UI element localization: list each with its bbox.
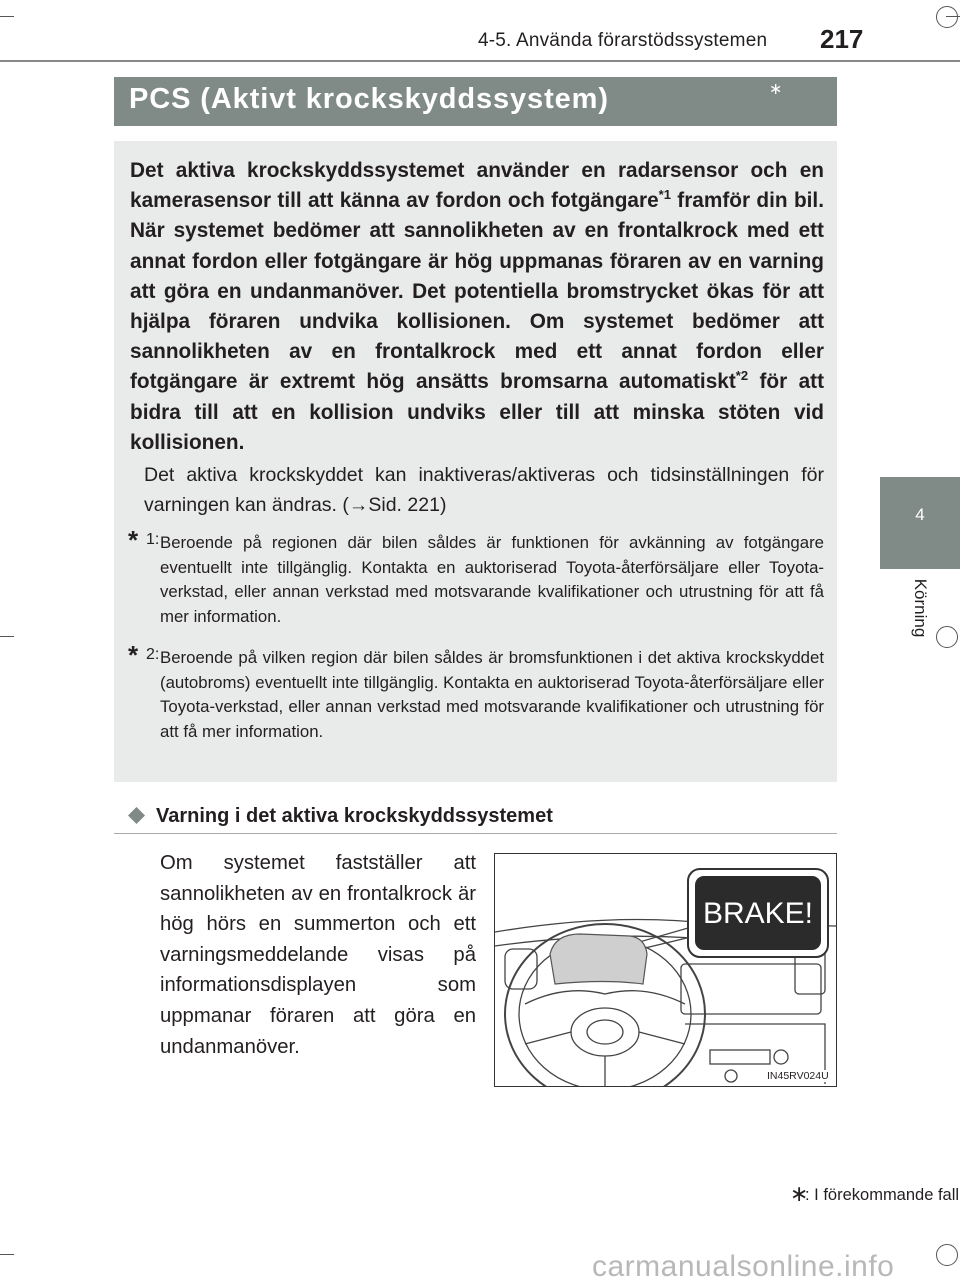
footnote-1: [128, 525, 824, 629]
crop-mark: [0, 1254, 14, 1255]
registration-mark: [936, 626, 958, 648]
figure-code: IN45RV024U: [767, 1070, 829, 1082]
title-asterisk: ∗: [769, 81, 783, 98]
intro-text-1: Det aktiva krockskyddssystemet använder en radarsensor och en kamerasensor till att känna av fordon och fotgängare: [130, 159, 824, 213]
section-title-bar: [114, 77, 837, 126]
subsection-body: Om systemet fastställer att sannolikheten av en frontalkrock är hög hörs en summerton och ett varningsmeddelande visas på informationsdisplayen som uppmanar föraren att göra en undanmanöver.: [160, 852, 476, 1058]
section-title: PCS (Aktivt krockskyddssystem): [129, 83, 609, 115]
footnote-number: 2:: [146, 646, 160, 663]
diamond-icon: [128, 807, 145, 824]
intro-text-2: framför din bil. När systemet bedömer att sannolikheten av en frontalkrock med ett annat fordon eller fotgängare är hög uppmanas föraren av en varning att göra en undanmanöver. Det potentiella bromstrycket ökas för att hjälpa föraren undvika kollisionen. Om systemet bedömer att sannolikheten av en frontalkrock med ett annat fordon eller fotgängare är extremt hög ansätts bromsarna automatiskt: [130, 189, 824, 394]
intro-box: [114, 141, 837, 782]
header-section-title: 4-5. Använda förarstödssystemen: [478, 30, 768, 51]
brake-warning-text: BRAKE!: [702, 897, 814, 930]
footnote-mark: *: [128, 525, 139, 555]
dashboard-illustration: [494, 853, 837, 1087]
page-header: [0, 0, 960, 62]
subsection-divider: [114, 833, 837, 834]
arrow-icon: →: [348, 493, 369, 516]
footnote-2: [128, 640, 824, 744]
registration-mark: [936, 1244, 958, 1266]
note-close: ): [439, 493, 447, 516]
chapter-label-wrapper: [905, 568, 935, 648]
subsection-heading: Varning i det aktiva krockskyddssystemet: [156, 805, 553, 827]
intro-paragraph: [130, 156, 824, 458]
note-text: Det aktiva krockskyddet kan inaktiveras/aktiveras och tidsinställningen för varningen kan ändras. (: [144, 464, 824, 516]
chapter-number: 4: [915, 505, 925, 524]
footnote-ref-2: *2: [735, 368, 749, 384]
page-number: 217: [820, 24, 864, 54]
note-paragraph: [144, 461, 824, 520]
page-reference-link[interactable]: Sid. 221: [368, 493, 440, 516]
crop-mark: [0, 636, 14, 637]
footnote-mark: *: [128, 640, 139, 670]
chapter-label: Körning: [911, 578, 930, 638]
asterisk-icon: ∗: [790, 1181, 809, 1206]
footnote-number: 1:: [146, 531, 160, 548]
watermark: carmanualsonline.info: [592, 1250, 895, 1283]
footnote-text: Beroende på regionen där bilen såldes är funktionen för avkänning av fotgängare eventuellt inte tillgänglig. Kontakta en auktoriserad Toyota-återförsäljare eller Toyota-verkstad, eller annan verkstad med motsvarande kvalifikationer och utrustning för att få mer information.: [160, 533, 824, 626]
intro-text-3: för att bidra till att en kollision undviks eller till att minska stöten vid kollisionen.: [130, 370, 824, 454]
footnote-ref-1: *1: [658, 187, 671, 203]
bottom-footnote: : I förekommande fall: [805, 1186, 960, 1204]
header-divider: [0, 60, 960, 62]
dashboard-drawing: [495, 854, 837, 1087]
footnote-text: Beroende på vilken region där bilen såldes är bromsfunktionen i det aktiva krockskyddet (autobroms) eventuellt inte tillgänglig. Kontakta en auktoriserad Toyota-återförsäljare eller Toyota-verkstad, eller annan verkstad med motsvarande kvalifikationer och utrustning för att få mer information.: [160, 648, 824, 741]
